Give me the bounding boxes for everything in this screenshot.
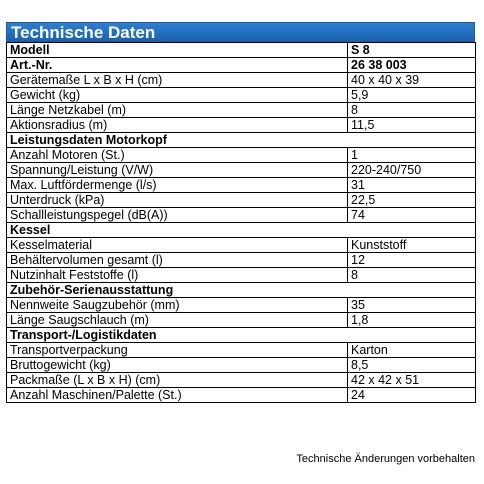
row-value: 26 38 003 (348, 58, 476, 73)
row-value: 24 (348, 388, 476, 403)
row-label: Behältervolumen gesamt (l) (7, 253, 348, 268)
table-row (7, 343, 476, 358)
row-value: 35 (348, 298, 476, 313)
row-value: 42 x 42 x 51 (348, 373, 476, 388)
row-value: 1 (348, 148, 476, 163)
row-value: 40 x 40 x 39 (348, 73, 476, 88)
row-label: Anzahl Maschinen/Palette (St.) (7, 388, 348, 403)
table-row (7, 103, 476, 118)
table-row (7, 73, 476, 88)
table-row (7, 268, 476, 283)
row-label: Packmaße (L x B x H) (cm) (7, 373, 348, 388)
table-row (7, 193, 476, 208)
spec-sheet (6, 22, 475, 403)
row-value: 8,5 (348, 358, 476, 373)
row-label: Spannung/Leistung (V/W) (7, 163, 348, 178)
row-value: 22,5 (348, 193, 476, 208)
row-label: Nennweite Saugzubehör (mm) (7, 298, 348, 313)
table-row (7, 118, 476, 133)
row-value: 5,9 (348, 88, 476, 103)
row-label: Unterdruck (kPa) (7, 193, 348, 208)
row-value: 1,8 (348, 313, 476, 328)
table-row (7, 238, 476, 253)
row-value: 8 (348, 268, 476, 283)
row-label: Modell (7, 43, 348, 58)
row-value: 11,5 (348, 118, 476, 133)
table-row (7, 208, 476, 223)
table-row (7, 373, 476, 388)
row-value: S 8 (348, 43, 476, 58)
table-row (7, 313, 476, 328)
section-heading-zubehoer (7, 283, 476, 298)
section-heading: Transport-/Logistikdaten (7, 328, 476, 343)
table-row (7, 358, 476, 373)
row-value: Kunststoff (348, 238, 476, 253)
row-label: Transportverpackung (7, 343, 348, 358)
row-label: Max. Luftfördermenge (l/s) (7, 178, 348, 193)
spec-table (6, 42, 476, 403)
row-label: Art.-Nr. (7, 58, 348, 73)
row-value: 12 (348, 253, 476, 268)
row-value: 8 (348, 103, 476, 118)
row-value: 31 (348, 178, 476, 193)
table-row (7, 178, 476, 193)
section-heading: Kessel (7, 223, 476, 238)
section-heading: Leistungsdaten Motorkopf (7, 133, 476, 148)
table-row (7, 148, 476, 163)
row-value: Karton (348, 343, 476, 358)
section-heading-transport (7, 328, 476, 343)
row-label: Länge Saugschlauch (m) (7, 313, 348, 328)
table-row (7, 58, 476, 73)
section-heading-kessel (7, 223, 476, 238)
row-label: Gewicht (kg) (7, 88, 348, 103)
spec-title: Technische Daten (6, 22, 475, 42)
section-heading: Zubehör-Serienausstattung (7, 283, 476, 298)
row-value: 220-240/750 (348, 163, 476, 178)
row-label: Nutzinhalt Feststoffe (l) (7, 268, 348, 283)
row-label: Bruttogewicht (kg) (7, 358, 348, 373)
table-row (7, 43, 476, 58)
section-heading-motor (7, 133, 476, 148)
table-row (7, 388, 476, 403)
row-label: Anzahl Motoren (St.) (7, 148, 348, 163)
footnote: Technische Änderungen vorbehalten (296, 453, 475, 465)
row-label: Gerätemaße L x B x H (cm) (7, 73, 348, 88)
row-value: 74 (348, 208, 476, 223)
table-row (7, 163, 476, 178)
table-row (7, 88, 476, 103)
table-row (7, 298, 476, 313)
table-row (7, 253, 476, 268)
row-label: Schallleistungspegel (dB(A)) (7, 208, 348, 223)
row-label: Aktionsradius (m) (7, 118, 348, 133)
row-label: Länge Netzkabel (m) (7, 103, 348, 118)
row-label: Kesselmaterial (7, 238, 348, 253)
